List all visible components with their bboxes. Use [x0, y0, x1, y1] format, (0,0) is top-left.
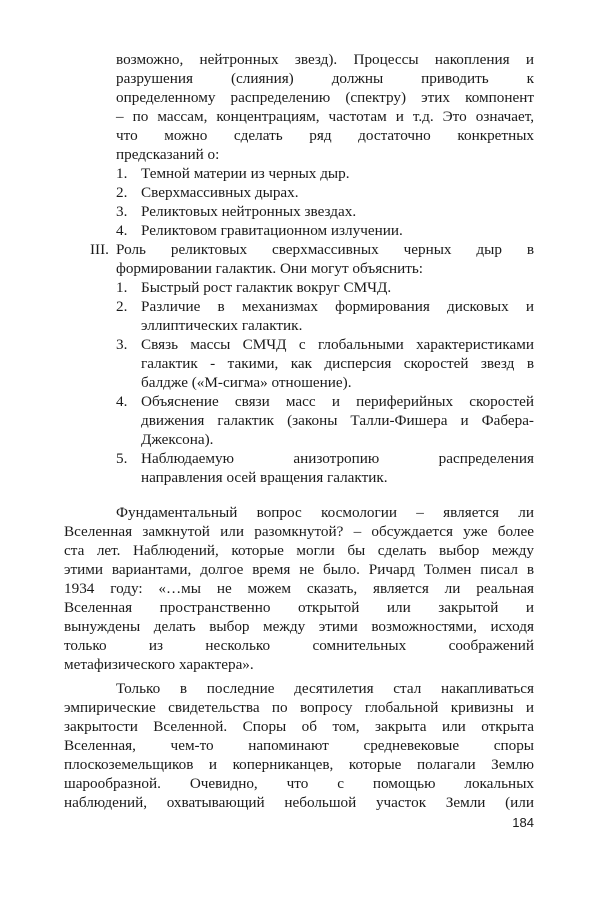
list-item-text: Объяснение связи масс и периферийных скоростей [141, 393, 534, 410]
text-line: только из несколько сомнительных соображений [64, 637, 534, 654]
section-text [116, 240, 534, 278]
intro-text [116, 50, 534, 164]
paragraph-cosmology [64, 503, 534, 674]
text-line: формировании галактик. Они могут объяснить: [116, 260, 423, 277]
list-item-text: балдже («М-сигма» отношение). [141, 374, 352, 391]
text-line: Роль реликтовых сверхмассивных черных дыр в [116, 241, 534, 258]
list-item-text: Наблюдаемую анизотропию распределения [141, 450, 534, 467]
list-item [116, 335, 534, 392]
list-item [116, 164, 534, 183]
text-line: определенному распределению (спектру) этих компонент [116, 89, 534, 106]
list-item-text: Различие в механизмах формирования дисковых и [141, 298, 534, 315]
text-line: наблюдений, охватывающий небольшой участок Земли (или [64, 794, 534, 811]
list-number: 4. [116, 393, 128, 410]
list-item-text: Реликтовом гравитационном излучении. [141, 222, 403, 239]
paragraph-evidence [64, 679, 534, 812]
text-line: Фундаментальный вопрос космологии – является ли [116, 504, 534, 521]
list-number: 4. [116, 222, 128, 239]
list-item-text: движения галактик (законы Талли-Фишера и Фабера- [141, 412, 534, 429]
text-line: шарообразной. Очевидно, что с помощью локальных [64, 775, 534, 792]
list-item-text: Джексона). [141, 431, 214, 448]
list-item-text: Темной материи из черных дыр. [141, 165, 350, 182]
text-line: что можно сделать ряд достаточно конкретных [116, 127, 534, 144]
list-number: 3. [116, 336, 128, 353]
text-line: возможно, нейтронных звезд). Процессы накопления и [116, 51, 534, 68]
list-item-text: Быстрый рост галактик вокруг СМЧД. [141, 279, 392, 296]
list-number: 2. [116, 184, 128, 201]
list-item-text: эллиптических галактик. [141, 317, 303, 334]
list-item-text: направления осей вращения галактик. [141, 469, 388, 486]
list-item [116, 221, 534, 240]
list-number: 2. [116, 298, 128, 315]
list-item-text: Связь массы СМЧД с глобальными характеристиками [141, 336, 534, 353]
text-line: вынуждены делать выбор между этими возможностями, исходя [64, 618, 534, 635]
list-item-text: галактик - такими, как дисперсия скоростей звезд в [141, 355, 534, 372]
text-line: ста лет. Наблюдений, которые могли бы сделать выбор между [64, 542, 534, 559]
text-line: закрытости Вселенной. Споры об том, закрыта или открыта [64, 718, 534, 735]
list-item-text: Сверхмассивных дырах. [141, 184, 299, 201]
prediction-list [116, 164, 534, 240]
text-line: предсказаний о: [116, 146, 220, 163]
text-line: плоскоземельщиков и коперниканцев, которые полагали Землю [64, 756, 534, 773]
list-item [116, 183, 534, 202]
text-line: Вселенная замкнутой или разомкнутой? – обсуждается уже более [64, 523, 534, 540]
list-item-text: Реликтовых нейтронных звездах. [141, 203, 357, 220]
text-line: метафизического характера». [64, 656, 254, 673]
list-number: 5. [116, 450, 128, 467]
text-line: разрушения (слияния) должны приводить к [116, 70, 534, 87]
list-item [116, 278, 534, 297]
text-line: Только в последние десятилетия стал накапливаться [116, 680, 534, 697]
page-number: 184 [512, 815, 534, 830]
text-line: – по массам, концентрациям, частотам и т.д. Это означает, [116, 108, 534, 125]
list-item [116, 392, 534, 449]
galaxy-list [116, 278, 534, 487]
text-line: Вселенная, чем-то напоминают средневековые споры [64, 737, 534, 754]
list-number: 1. [116, 165, 128, 182]
list-item [116, 202, 534, 221]
list-number: 3. [116, 203, 128, 220]
list-item [116, 449, 534, 487]
section-number: III. [90, 241, 109, 258]
text-line: 1934 году: «…мы не можем сказать, является ли реальная [64, 580, 534, 597]
section-three [90, 240, 534, 278]
list-item [116, 297, 534, 335]
text-line: эмпирические свидетельства по вопросу глобальной кривизны и [64, 699, 534, 716]
text-line: Вселенная пространственно открытой или закрытой и [64, 599, 534, 616]
list-number: 1. [116, 279, 128, 296]
text-line: этими вариантами, долгое время не было. Ричард Толмен писал в [64, 561, 534, 578]
